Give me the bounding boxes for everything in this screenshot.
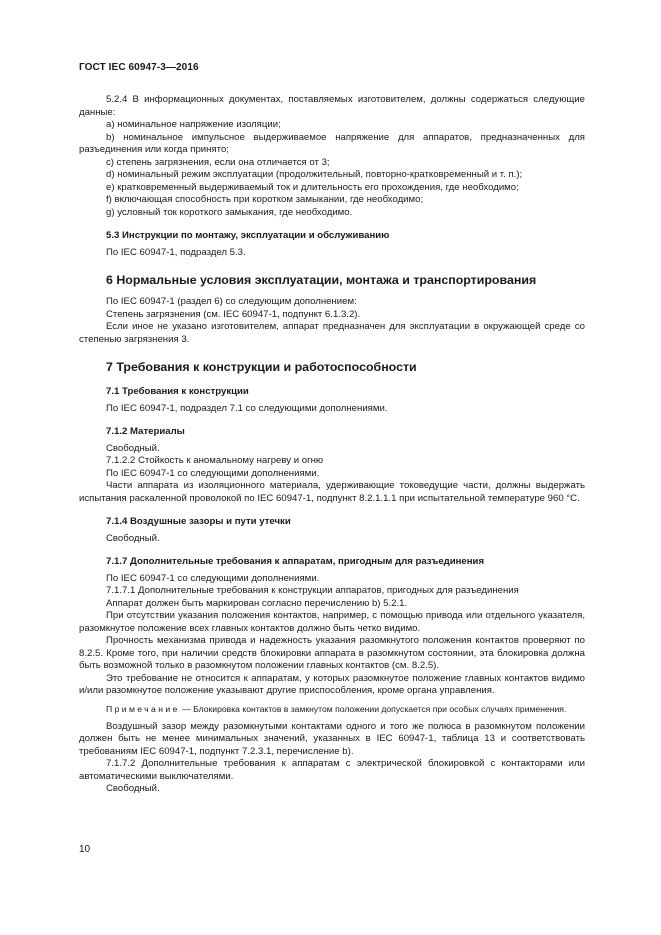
- paragraph: e) кратковременный выдерживаемый ток и длительность его прохождения, где необходимо;: [106, 181, 519, 193]
- paragraph: По IEC 60947-1 со следующими дополнениями.: [106, 467, 320, 479]
- paragraph: По IEC 60947-1, подраздел 5.3.: [106, 246, 246, 258]
- paragraph: По IEC 60947-1 со следующими дополнениями.: [106, 572, 320, 584]
- paragraph: b) номинальное импульсное выдерживаемое напряжение для аппаратов, предназначенных для разъединения или когда принято;: [79, 131, 585, 155]
- paragraph: По IEC 60947-1, подраздел 7.1 со следующими дополнениями.: [106, 402, 388, 414]
- paragraph: Свободный.: [106, 442, 160, 454]
- section-heading: 7 Требования к конструкции и работоспособности: [106, 360, 417, 374]
- paragraph: f) включающая способность при коротком замыкании, где необходимо;: [106, 194, 424, 205]
- paragraph: По IEC 60947-1 (раздел 6) со следующим дополнением:: [106, 296, 357, 307]
- paragraph: a) номинальное напряжение изоляции;: [106, 119, 281, 130]
- paragraph: c) степень загрязнения, если она отличается от 3;: [106, 156, 330, 168]
- paragraph: При отсутствии указания положения контактов, например, с помощью привода или отдельного указателя, разомкнутое положение всех главных контактов должно быть четко видимо.: [79, 610, 585, 634]
- note-text: — Блокировка контактов в замкнутом положении допускается при особых случаях применения.: [179, 703, 567, 714]
- subsection-heading: 5.3 Инструкции по монтажу, эксплуатации и обслуживанию: [106, 230, 390, 241]
- section-heading: 6 Нормальные условия эксплуатации, монтажа и транспортирования: [106, 273, 537, 287]
- paragraph: 7.1.7.1 Дополнительные требования к конструкции аппаратов, пригодных для разъединения: [106, 585, 519, 596]
- paragraph: d) номинальный режим эксплуатации (продолжительный, повторно-кратковременный и т. п.);: [106, 169, 523, 180]
- note-label: Примечание: [106, 703, 180, 714]
- paragraph: Воздушный зазор между разомкнутыми контактами одного и того же полюса в разомкнутом положении должен быть не менее минимальных значений, указанных в IEC 60947-1, таблица 13 и соответствовать требованиям IEC 60947-1, подпункт 7.2.3.1, перечисление b).: [79, 720, 585, 757]
- paragraph: Части аппарата из изоляционного материала, удерживающие токоведущие части, должны выдержать испытания раскаленной проволокой по IEC 60947-1, подпункт 8.2.1.1.1 при испытательной температуре 960 °C.: [79, 480, 585, 504]
- paragraph: Свободный.: [106, 532, 160, 544]
- paragraph: g) условный ток короткого замыкания, где необходимо.: [106, 206, 353, 218]
- paragraph: 7.1.2.2 Стойкость к аномальному нагреву и огню: [106, 455, 324, 466]
- document-header: ГОСТ IEC 60947-3—2016: [79, 62, 199, 73]
- page-body: [79, 94, 585, 796]
- paragraph: Это требование не относится к аппаратам, у которых разомкнутое положение главных контактов видимо и/или разомкнутое положение указывают другие приспособления, кроме органа управления.: [79, 672, 585, 696]
- paragraph: Прочность механизма привода и надежность указания разомкнутого положения контактов проверяют по 8.2.5. Кроме того, при наличии средств блокировки аппарата в разомкнутом состоянии, эта блокировка должна быть возможной только в разомкнутом положении главных контактов (см. 8.2.5).: [79, 635, 585, 671]
- paragraph: Аппарат должен быть маркирован согласно перечислению b) 5.2.1.: [106, 597, 408, 609]
- paragraph: Если иное не указано изготовителем, аппарат предназначен для эксплуатации в окружающей среде со степенью загрязнения 3.: [79, 321, 585, 345]
- subsection-heading: 7.1 Требования к конструкции: [106, 386, 249, 397]
- subsection-heading: 7.1.7 Дополнительные требования к аппаратам, пригодным для разъединения: [106, 556, 485, 567]
- paragraph: 7.1.7.2 Дополнительные требования к аппаратам с электрической блокировкой с контакторами или автоматическими выключателями.: [79, 758, 585, 782]
- subsection-heading: 7.1.2 Материалы: [106, 426, 185, 437]
- subsection-heading: 7.1.4 Воздушные зазоры и пути утечки: [106, 516, 291, 527]
- paragraph: 5.2.4 В информационных документах, поставляемых изготовителем, должны содержаться следующие данные:: [79, 94, 585, 118]
- page-number: 10: [79, 844, 91, 855]
- note-paragraph: [79, 704, 585, 715]
- paragraph: Свободный.: [106, 783, 160, 794]
- paragraph: Степень загрязнения (см. IEC 60947-1, подпункт 6.1.3.2).: [106, 308, 361, 320]
